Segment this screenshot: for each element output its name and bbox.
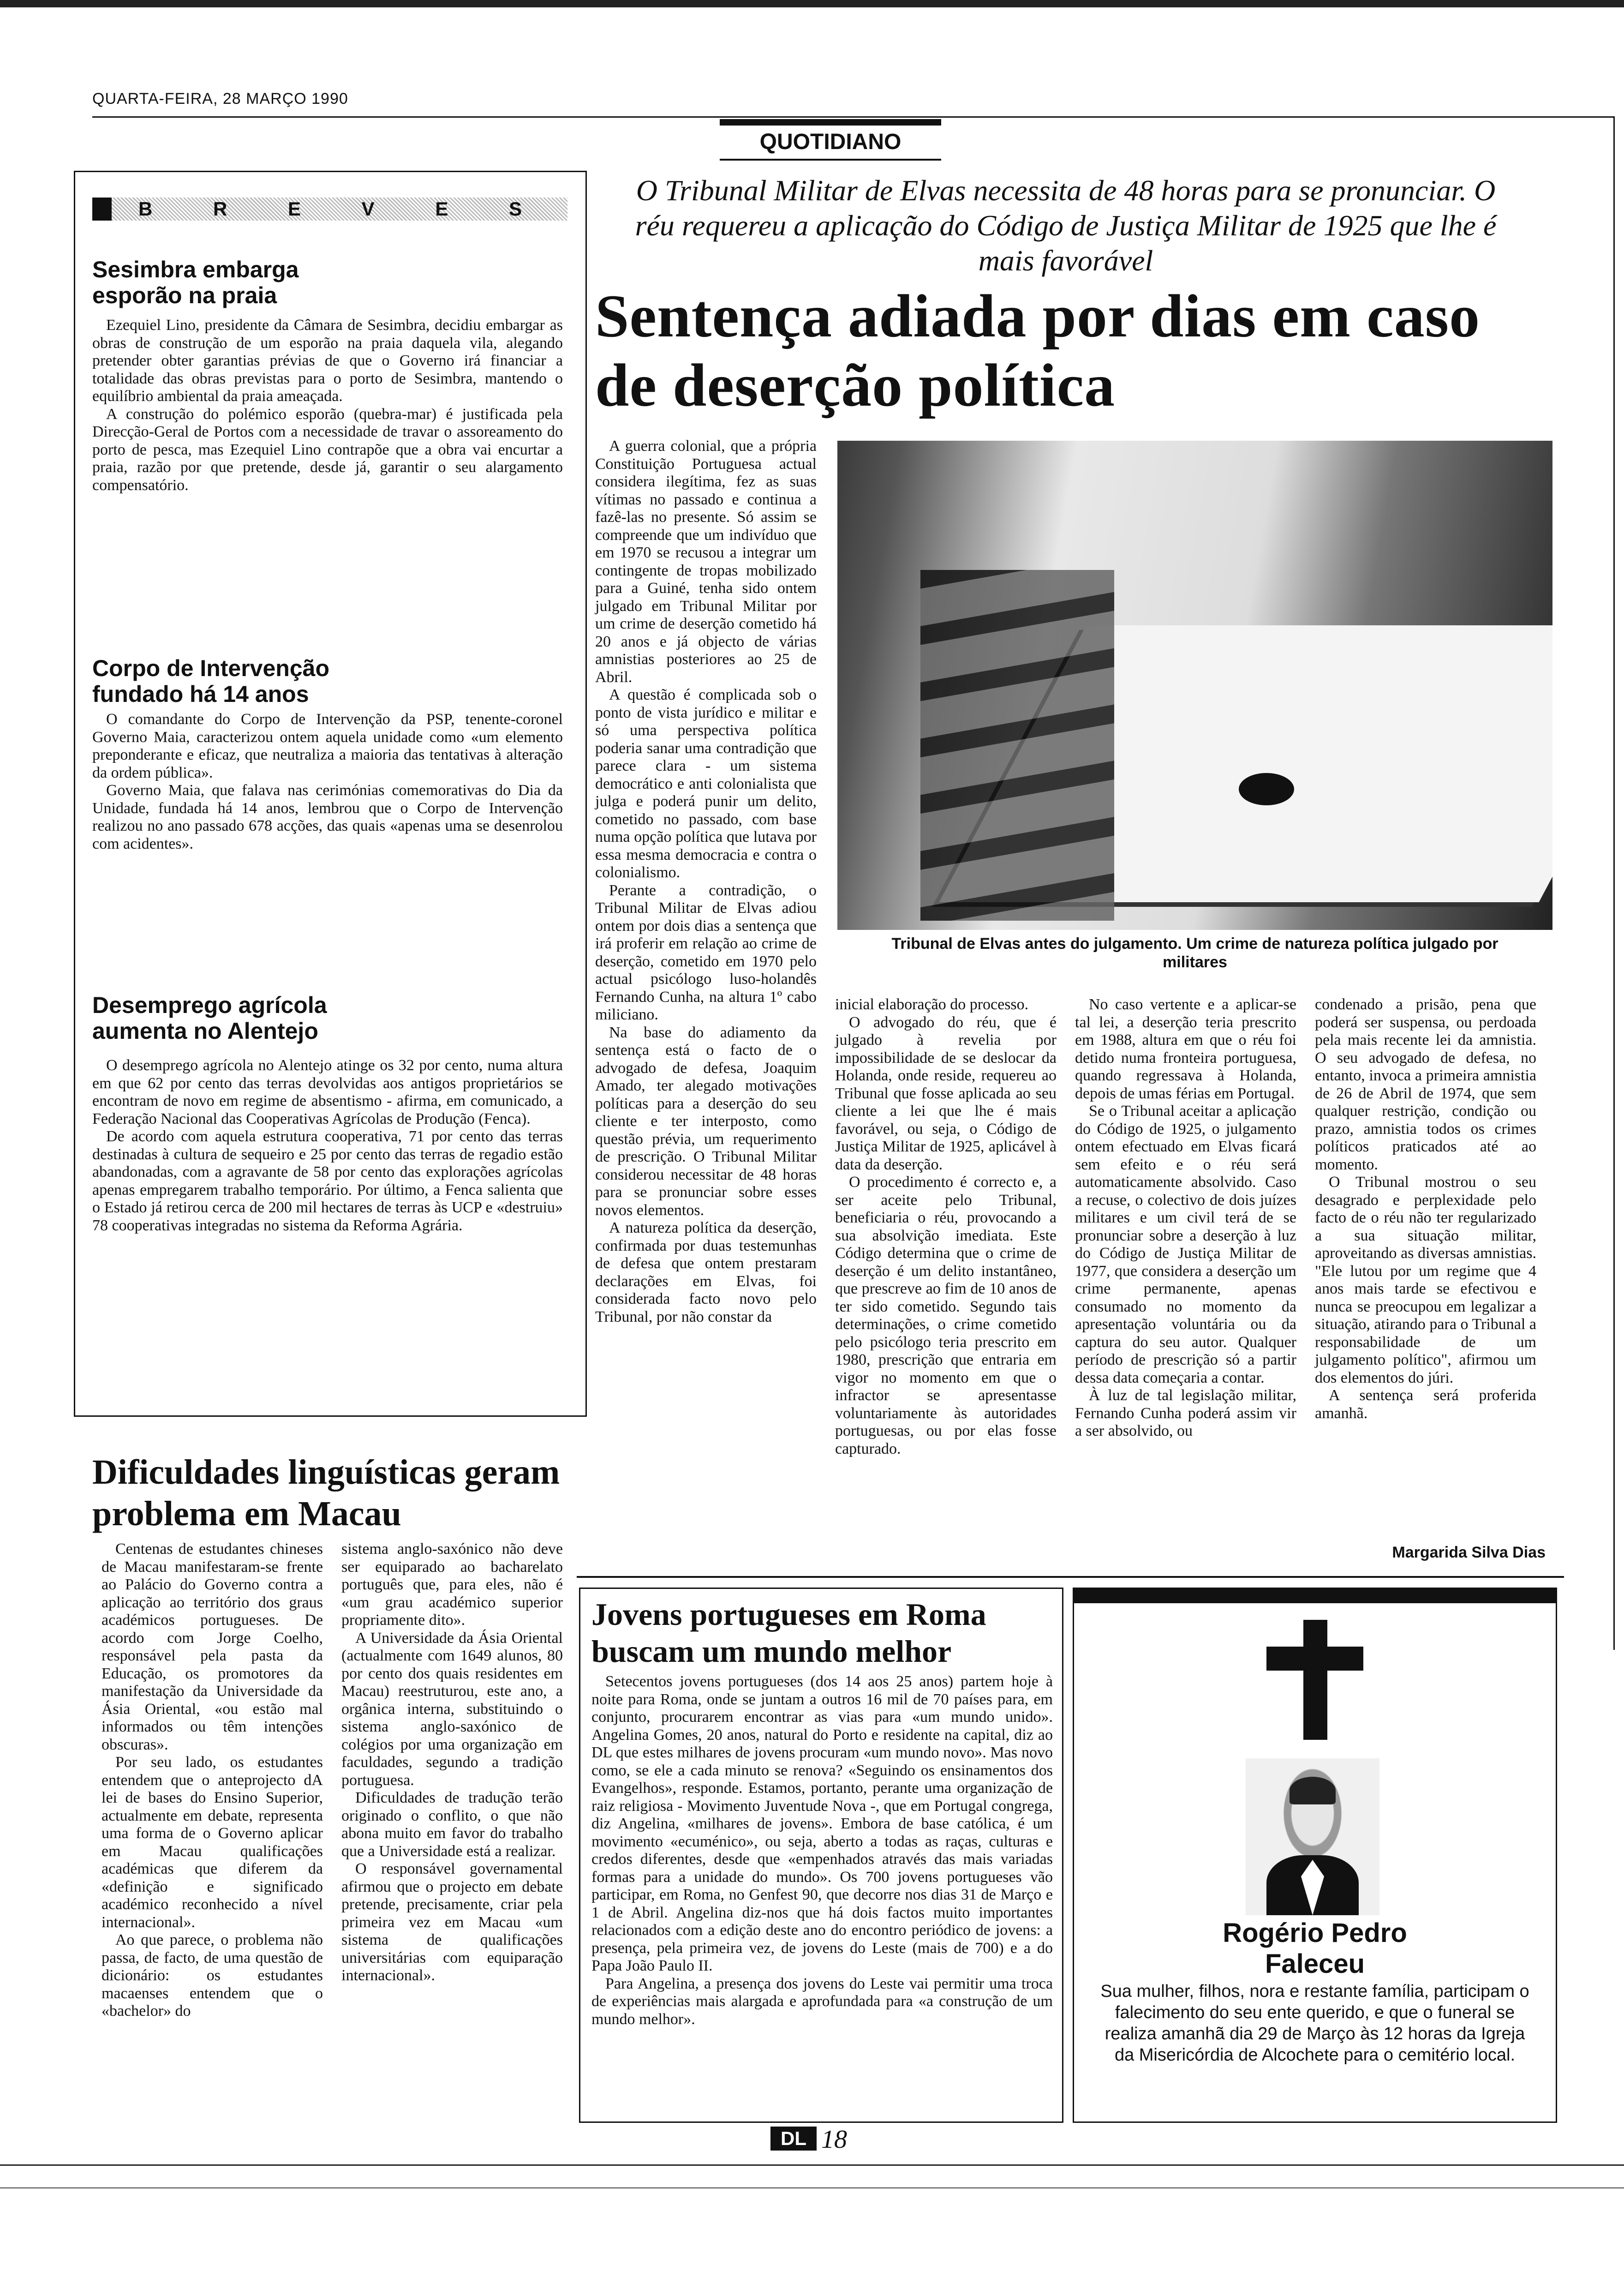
breves-label-block [92,198,112,221]
roma-headline: Jovens portugueses em Roma buscam um mundo melhor [591,1597,986,1669]
macau-paragraph: sistema anglo-saxónico não deve ser equiparado ao bacharelato português que, para eles, não é «um grau académico superior propriamente dito». [341,1540,563,1629]
macau-col-2 [341,1540,563,1985]
breve-paragraph: Governo Maia, que falava nas cerimónias comemorativas do Dia da Unidade, fundada há 14 anos, lembrou que o Corpo de Intervenção realizou no ano passado 678 acções, das quais «apenas uma se desenrolou com acidentes». [92,782,563,852]
footer-rule-2 [0,2187,1624,2188]
breve-body [92,711,563,853]
footer-rule [0,2164,1624,2166]
breve-paragraph: De acordo com aquela estrutura cooperativa, 71 por cento das terras destinadas à cultura de sequeiro e 25 por cento das terras de regadio estão abandonadas, com a agravante de 58 por cento das explorações agrícolas apenas empregarem trabalho temporário. Por último, a Fenca salienta que o Estado já retirou cerca de 200 mil hectares de terras às UCP e «destruiu» 78 cooperativas integradas no sistema da Reforma Agrária. [92,1128,563,1234]
macau-paragraph: Dificuldades de tradução terão originado o conflito, o que não abona muito em favor do trabalho que a Universidade está a realizar. [341,1789,563,1860]
breve-paragraph: A construção do polémico esporão (quebra-mar) é justificada pela Direcção-Geral de Portos com a necessidade de travar o assoreamento do porto de pesca, mas Ezequiel Lino contrapõe que a obra vai encurtar a praia, razão por que pretende, desde já, garantir o seu alargamento compensatório. [92,405,563,494]
page-date: QUARTA-FEIRA, 28 MARÇO 1990 [92,90,348,108]
roma-body [591,1673,1053,2028]
main-paragraph: Se o Tribunal aceitar a aplicação do Código de 1925, o julgamento ontem efectuado em Elvas ficará sem efeito e o réu será automaticamente absolvido. Caso a recuse, o colectivo de dois juízes militares e um civil terá de se pronunciar sobre a deserção à luz do Código de Justiça Militar de 1977, que considera a deserção um crime permanente, apenas consumado no momento da apresentação voluntária ou da captura do seu autor. Qualquer período de prescrição só a partir dessa data começaria a contar. [1075,1103,1296,1386]
obituary-name: Rogério Pedro [1223,1918,1407,1948]
main-paragraph: condenado a prisão, pena que poderá ser suspensa, ou perdoada pela mais recente lei da amnistia. O seu advogado de defesa, no entanto, invoca a primeira amnistia de 26 de Abril de 1974, que sem qualquer restrição, condição ou prazo, amnistia todos os crimes políticos praticados até ao momento. [1315,996,1536,1173]
page-number: 18 [821,2125,847,2154]
main-paragraph: Perante a contradição, o Tribunal Militar de Elvas adiou ontem por dois dias a sentença que irá proferir em relação ao crime de deserção, cometido em 1970 pelo actual psicólogo luso-holandês Fernando Cunha, na altura 1º cabo miliciano. [595,881,817,1023]
main-paragraph: O Tribunal mostrou o seu desagrado e perplexidade pelo facto de o réu não ter regularizado a sua situação militar, aproveitando as diversas amnistias. "Ele lutou por um regime que 4 anos mais tarde se efectivou e nunca se preocupou em legalizar a situação, atirando para o Tribunal a responsabilidade de um julgamento político", afirmou um dos elementos do júri. [1315,1174,1536,1386]
macau-paragraph: Centenas de estudantes chineses de Macau manifestaram-se frente ao Palácio do Governo contra a aplicação ao território dos graus académicos portugueses. De acordo com Jorge Coelho, responsável pela pasta da Educação, os promotores da manifestação da Universidade da Ásia Oriental, «ou estão mal informados ou têm intenções obscuras». [102,1540,323,1753]
portrait-photo [1246,1758,1379,1915]
macau-paragraph: Por seu lado, os estudantes entendem que o anteprojecto dA lei de bases do Ensino Superior, actualmente em debate, representa uma forma de o Governo aplicar em Macau qualificações académicas que diferem da «definição e significado académico reconhecido a nível internacional». [102,1754,323,1931]
breve-body [92,1057,563,1234]
courtroom-photo [837,441,1552,930]
main-byline: Margarida Silva Dias [1392,1544,1546,1561]
main-headline: Sentença adiada por dias em caso de deserção política [595,282,1481,419]
main-paragraph: O procedimento é correcto e, a ser aceite pelo Tribunal, beneficiaria o réu, provocando a sua absolvição imediata. Este Código determina que o crime de deserção é um delito instantâneo, que prescreve ao fim de 10 anos de ter sido cometido. Segundo tais determinações, o crime cometido pelo psicólogo teria prescrito em 1980, prescrição que entraria em vigor no momento em que o infractor se apresentasse voluntariamente às autoridades portuguesas, ou por elas fosse capturado. [835,1174,1057,1457]
page-top-rule [0,0,1624,7]
main-kicker: O Tribunal Militar de Elvas necessita de 48 horas para se pronunciar. O réu requereu a aplicação do Código de Justiça Militar de 1925 que lhe é mais favorável [635,174,1497,277]
photo-chairs [920,570,1114,921]
section-label: QUOTIDIANO [759,130,902,154]
cross-icon [1266,1620,1363,1740]
footer-logo: DL [770,2127,817,2151]
breves-label: B R E V E S [138,198,522,220]
macau-paragraph: O responsável governamental afirmou que o projecto em debate pretende, precisamente, criar pela primeira vez em Macau «um sistema de qualificações universitárias com equiparação internacional». [341,1860,563,1984]
main-paragraph: inicial elaboração do processo. [835,996,1029,1013]
main-paragraph: A questão é complicada sob o ponto de vista jurídico e militar e só uma perspectiva política poderia sanar uma contradição que parece clara - um sistema democrático e anti colonialista que julga e poderá punir um delito, cometido no passado, com base numa opção política que lutava por essa mesma democracia e contra o colonialismo. [595,686,817,881]
macau-headline: Dificuldades linguísticas geram problema em Macau [92,1453,560,1533]
section-underline [720,159,941,161]
breve-paragraph: O comandante do Corpo de Intervenção da PSP, tenente-coronel Governo Maia, caracterizou ontem aquela unidade como «um elemento preponderante e eficaz, que neutraliza a maioria das tentativas à alteração da ordem pública». [92,711,563,781]
macau-col-1 [102,1540,323,2020]
main-paragraph: O advogado do réu, que é julgado à revelia por impossibilidade de se deslocar da Holanda, onde reside, requereu ao Tribunal que fosse aplicada ao seu cliente a lei que lhe é mais favorável, ou seja, o Código de Justiça Militar de 1925, aplicável à data da deserção. [835,1013,1057,1173]
main-paragraph: À luz de tal legislação militar, Fernando Cunha poderá assim vir a ser absolvido, ou [1075,1387,1296,1439]
breve-headline: Desemprego agrícola aumenta no Alentejo [92,992,327,1044]
main-bottom-rule [577,1576,1564,1578]
main-paragraph: Na base do adiamento da sentença está o facto de o advogado de defesa, Joaquim Amado, ter alegado motivações políticas para a deserção do seu cliente e ter interposto, como questão prévia, um requerimento de prescrição. O Tribunal Militar considerou necessitar de 48 horas para se pronunciar sobre esses novos elementos. [595,1024,817,1219]
obituary-text: Sua mulher, filhos, nora e restante família, participam o falecimento do seu ente querido, e que o funeral se realiza amanhã dia 29 de Março às 12 horas da Igreja da Misericórdia de Alcochete para o cemitério local. [1100,1982,1529,2065]
obituary-top-band [1073,1588,1557,1603]
photo-cap [1239,773,1294,805]
section-bar [720,119,941,126]
breve-headline: Corpo de Intervenção fundado há 14 anos [92,655,329,707]
breve-body [92,317,563,494]
main-paragraph: No caso vertente e a aplicar-se tal lei, a deserção teria prescrito em 1988, altura em que o réu foi detido numa fronteira portuguesa, quando regressava à Holanda, depois de umas férias em Portugal. [1075,996,1296,1102]
macau-paragraph: Ao que parece, o problema não passa, de facto, de uma questão de dicionário: os estudantes macaenses entendem que o «bachelor» do [102,1931,323,2019]
main-paragraph: A natureza política da deserção, confirmada por duas testemunhas de defesa que ontem prestaram declarações em Elvas, foi considerada facto novo pelo Tribunal, por não constar da [595,1219,817,1325]
roma-paragraph: Setecentos jovens portugueses (dos 14 aos 25 anos) partem hoje à noite para Roma, onde se juntam a outros 16 mil de 70 países para, em conjunto, procurarem encontrar as vias para «um mundo unido». Angelina Gomes, 20 anos, natural do Porto e residente na capital, diz ao DL que estes milhares de jovens procuram «um mundo novo». Mas novo como, se ele a cada minuto se renova? «Seguindo os ensinamentos dos Evangelhos», responde. Estamos, portanto, perante uma organização de raiz religiosa - Movimento Juventude Nova -, que em Portugal congrega, diz Angelina, «milhares de jovens». Embora de base católica, é um movimento «ecuménico», ou seja, aberto a todas as raças, culturas e credos diferentes, desde que «empenhados através das mais variadas formas para a unidade do mundo». Os 700 jovens portugueses vão participar, em Roma, no Genfest 90, que decorre nos dias 31 de Março e 1 de Abril. Angelina diz-nos que há dois factos muito importantes relacionados com a edição deste ano do encontro periódico de jovens: a presença, pela primeira vez, de jovens do Leste (mais de 700) e a do Papa João Paulo II. [591,1673,1053,1974]
roma-paragraph: Para Angelina, a presença dos jovens do Leste vai permitir uma troca de experiências mais alargada e aprofundada para «a construção de um mundo melhor». [591,1975,1053,2028]
breve-headline: Sesimbra embarga esporão na praia [92,257,299,308]
main-paragraph: A sentença será proferida amanhã. [1315,1387,1536,1422]
main-paragraph: A guerra colonial, que a própria Constituição Portuguesa actual considera ilegítima, fez as suas vítimas no passado e continua a fazê-las no presente. Só assim se compreende que um indivíduo que em 1970 se recusou a integrar um contingente de tropas mobilizado para a Guiné, tenha sido ontem julgado em Tribunal Militar por um crime de deserção cometido há 20 anos e já objecto de várias amnistias posteriores ao 25 de Abril. [595,437,817,686]
breve-paragraph: O desemprego agrícola no Alentejo atinge os 32 por cento, numa altura em que 62 por cento das terras devolvidas aos antigos proprietários se encontram de novo em regime de absentismo - afirma, em comunicado, a Federação Nacional das Cooperativas Agrícolas de Produção (Fenca). [92,1057,563,1127]
breve-paragraph: Ezequiel Lino, presidente da Câmara de Sesimbra, decidiu embargar as obras de construção de um esporão na praia daquela vila, alegando pretender obter garantias prévias de que o Governo irá financiar a totalidade das obras previstas para o porto de Sesimbra, mantendo o equilíbrio ambiental da praia ameaçada. [92,317,563,405]
obituary-status: Faleceu [1265,1949,1365,1979]
main-col-4 [1315,996,1536,1422]
main-col-2 [835,996,1057,1458]
main-col-1 [595,437,817,1326]
photo-caption: Tribunal de Elvas antes do julgamento. Um crime de natureza política julgado por militares [891,935,1499,971]
main-col-3 [1075,996,1296,1440]
macau-paragraph: A Universidade da Ásia Oriental (actualmente com 1649 alunos, 80 por cento dos quais residentes em Macau) reestruturou, este ano, a orgânica interna, substituindo o sistema anglo-saxónico de colégios por uma organização em faculdades, segundo a tradição portuguesa. [341,1629,563,1789]
